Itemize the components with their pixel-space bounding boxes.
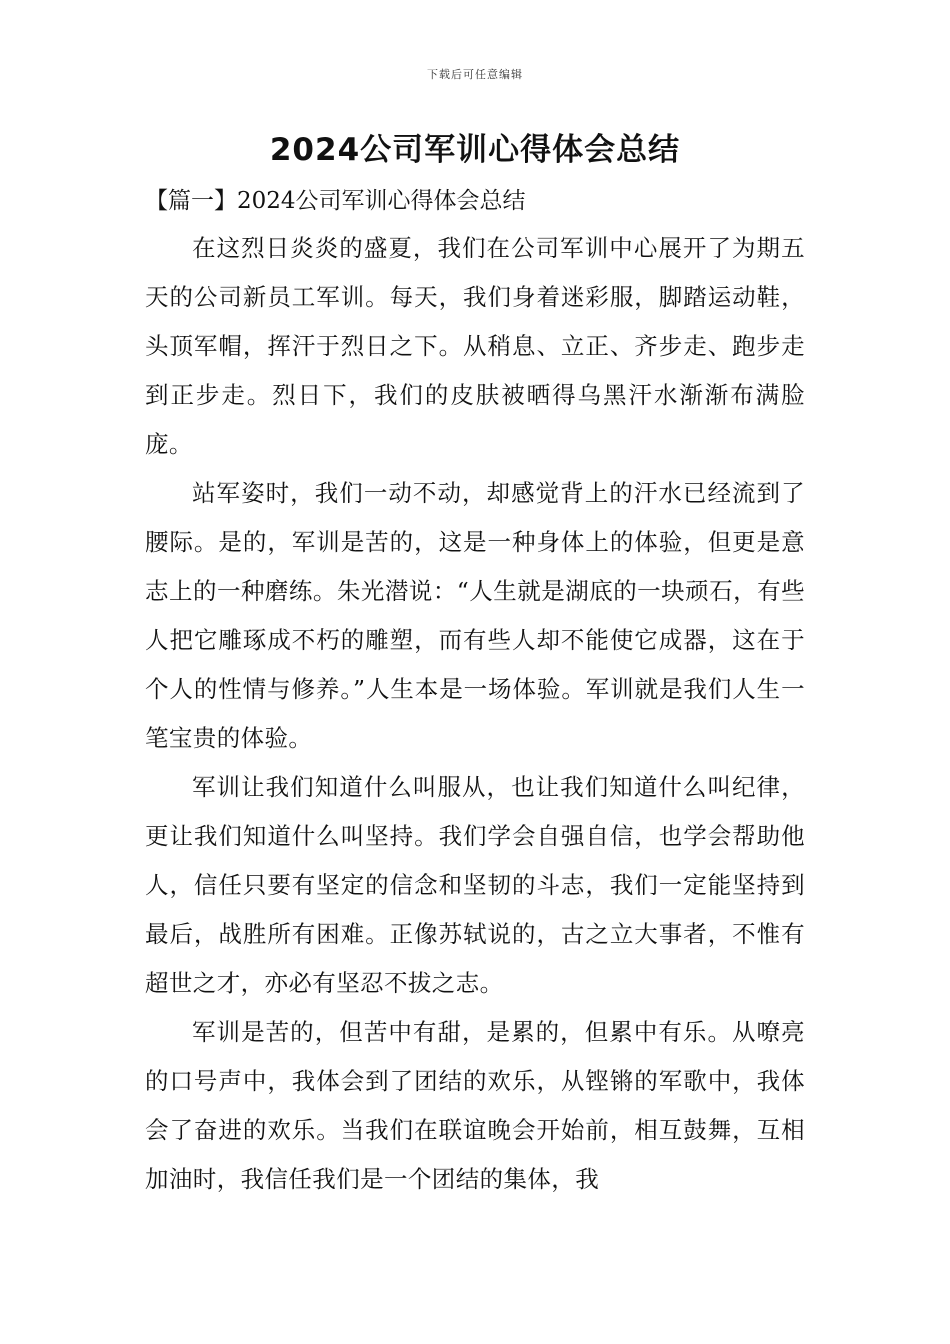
paragraph-2: 站军姿时，我们一动不动，却感觉背上的汗水已经流到了腰际。是的，军训是苦的，这是一种身体上的体验，但更是意志上的一种磨练。朱光潜说：“人生就是湖底的一块顽石，有些人把它雕琢成不朽的雕塑，而有些人却不能使它成器，这在于个人的性情与修养。”人生本是一场体验。军训就是我们人生一笔宝贵的体验。 — [145, 479, 805, 752]
paragraph-4: 军训是苦的，但苦中有甜，是累的，但累中有乐。从嘹亮的口号声中，我体会到了团结的欢乐，从铿锵的军歌中，我体会了奋进的欢乐。当我们在联谊晚会开始前，相互鼓舞，互相加油时，我信任我们是一个团结的集体，我 — [145, 1018, 805, 1193]
paragraph-1: 在这烈日炎炎的盛夏，我们在公司军训中心展开了为期五天的公司新员工军训。每天，我们身着迷彩服，脚踏运动鞋，头顶军帽，挥汗于烈日之下。从稍息、立正、齐步走、跑步走到正步走。烈日下，我们的皮肤被晒得乌黑汗水渐渐布满脸庞。 — [145, 234, 805, 458]
header-note: 下载后可任意编辑 — [427, 68, 523, 81]
document-title: 2024公司军训心得体会总结 — [269, 132, 681, 168]
paragraph-3: 军训让我们知道什么叫服从，也让我们知道什么叫纪律，更让我们知道什么叫坚持。我们学会自强自信，也学会帮助他人，信任只要有坚定的信念和坚韧的斗志，我们一定能坚持到最后，战胜所有困难。正像苏轼说的，古之立大事者，不惟有超世之才，亦必有坚忍不拔之志。 — [145, 773, 805, 997]
section-heading: 【篇一】2024公司军训心得体会总结 — [145, 188, 526, 214]
body-text — [145, 224, 805, 1204]
